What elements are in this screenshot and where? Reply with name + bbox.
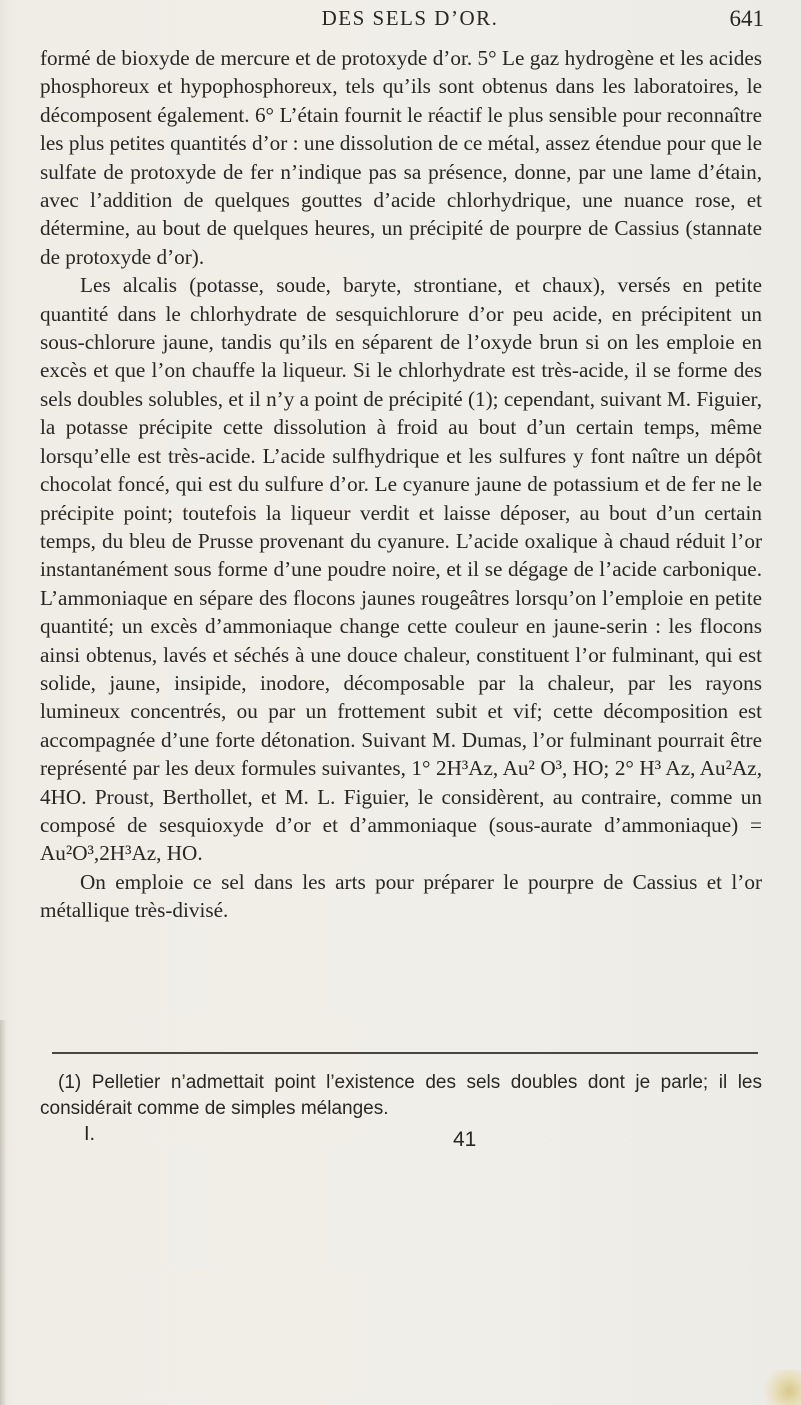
paragraph-3: On emploie ce sel dans les arts pour préparer le pourpre de Cassius et l’or métallique très-divisé.	[40, 869, 762, 923]
page-number: 641	[729, 6, 764, 31]
paper-stain	[761, 1370, 801, 1405]
footnote-text: (1) Pelletier n’admettait point l’existence des sels doubles dont je parle; il les considérait comme de simples mélanges.	[40, 1072, 762, 1119]
binding-shadow	[0, 1020, 6, 1405]
page-header	[60, 6, 764, 36]
sheet-number: 41	[453, 1128, 477, 1151]
paragraph-2: Les alcalis (potasse, soude, baryte, strontiane, et chaux), versés en petite quantité dans le chlorhydrate de sesquichlorure d’or peu acide, en précipitent un sous-chlorure jaune, tandis qu’ils en séparent de l’oxyde brun si on les emploie en excès et que l’on chauffe la liqueur. Si le chlorhydrate est très-acide, il se forme des sels doubles solubles, et il n’y a point de précipité (1); cependant, suivant M. Figuier, la potasse précipite cette dissolution à froid au bout d’un certain temps, même lorsqu’elle est très-acide. L’acide sulfhydrique et les sulfures y font naître un dépôt chocolat foncé, qui est du sulfure d’or. Le cyanure jaune de potassium et de fer ne le précipite point; toutefois la liqueur verdit et laisse déposer, au bout d’un certain temps, du bleu de Prusse provenant du cyanure. L’acide oxalique à chaud réduit l’or instantanément sous forme d’une poudre noire, et il se dégage de l’acide carbonique. L’ammoniaque en sépare des flocons jaunes rougeâtres lorsqu’on l’emploie en petite quantité; un excès d’ammoniaque change cette couleur en jaune-serin : les flocons ainsi obtenus, lavés et séchés à une douce chaleur, constituent l’or fulminant, qui est solide, jaune, insipide, inodore, décomposable par la chaleur, par les rayons lumineux concentrés, ou par un frottement subit et vif; cette décomposition est accompagnée d’une forte détonation. Suivant M. Dumas, l’or fulminant pourrait être représenté par les deux formules suivantes, 1° 2H³Az, Au² O³, HO; 2° H³ Az, Au²Az, 4HO. Proust, Berthollet, et M. L. Figuier, le considèrent, au contraire, comme un composé de sesquioxyde d’or et d’ammoniaque (sous-aurate d’ammoniaque) = Au²O³,2H³Az, HO.	[40, 273, 762, 866]
body-text	[40, 44, 762, 925]
signature-mark: I.	[84, 1123, 96, 1145]
footnote	[40, 1070, 762, 1122]
paragraph-1: formé de bioxyde de mercure et de protoxyde d’or. 5° Le gaz hydrogène et les acides phosphoreux et hypophosphoreux, tels qu’ils sont obtenus dans les laboratoires, le décomposent également. 6° L’étain fournit le réactif le plus sensible pour reconnaître les plus petites quantités d’or : une dissolution de ce métal, assez étendue pour que le sulfate de protoxyde de fer n’indique pas sa présence, donne, par une lame d’étain, avec l’addition de quelques gouttes d’acide chlorhydrique, une nuance rose, et détermine, au bout de quelques heures, un précipité de pourpre de Cassius (stannate de protoxyde d’or).	[40, 46, 762, 269]
running-head: DES SELS D’OR.	[321, 6, 499, 30]
footnote-rule	[52, 1052, 758, 1054]
